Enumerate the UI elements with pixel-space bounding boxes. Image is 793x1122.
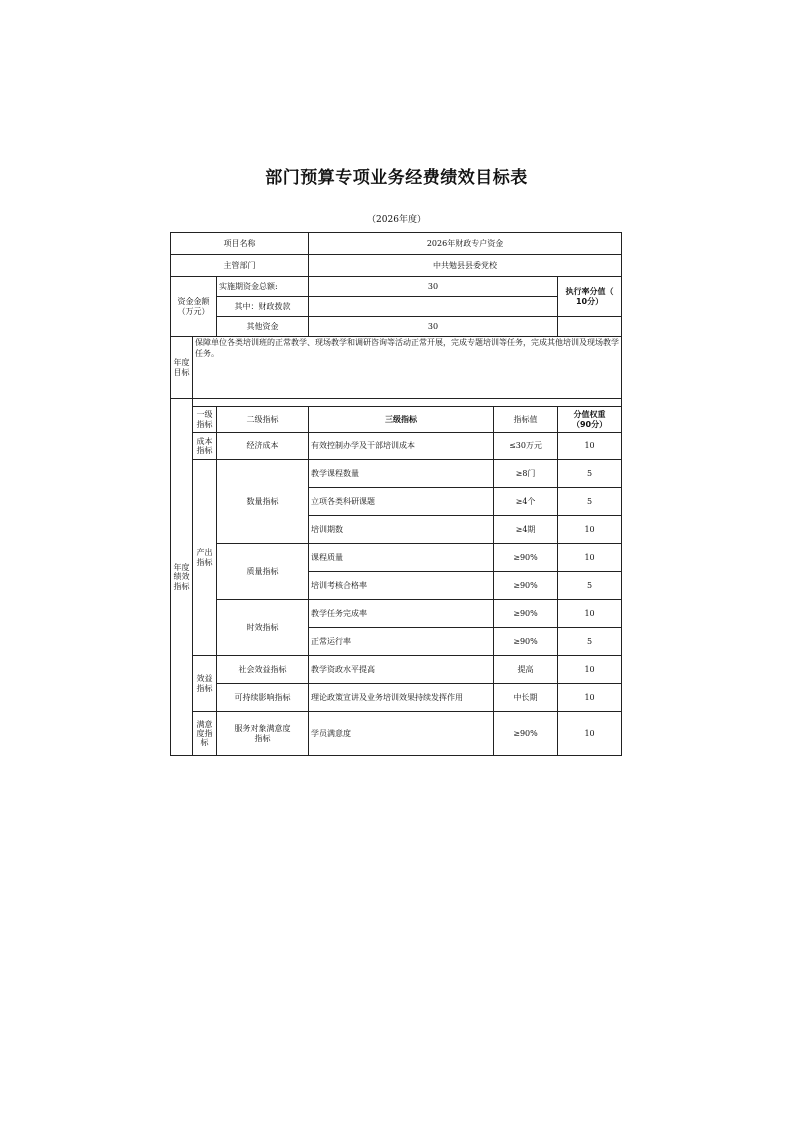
quality-level3-2: 培训考核合格率 xyxy=(309,572,494,600)
satisfaction-level1: 满意 度指 标 xyxy=(193,712,217,756)
header-value: 指标值 xyxy=(494,407,558,433)
quantity-weight-3: 10 xyxy=(558,516,622,544)
funds-fiscal-row xyxy=(171,297,622,317)
cost-level2: 经济成本 xyxy=(217,433,309,460)
quantity-value-2: ≥4个 xyxy=(494,488,558,516)
benefit-value-1: 提高 xyxy=(494,656,558,684)
cost-value: ≤30万元 xyxy=(494,433,558,460)
cost-weight: 10 xyxy=(558,433,622,460)
quantity-level2: 数量指标 xyxy=(217,460,309,544)
quantity-weight-1: 5 xyxy=(558,460,622,488)
header-weight: 分值权重 （90分） xyxy=(558,407,622,433)
quantity-level3-3: 培训期数 xyxy=(309,516,494,544)
benefit-level1: 效益 指标 xyxy=(193,656,217,712)
annual-goal-cell xyxy=(193,337,622,399)
project-name-value: 2026年财政专户资金 xyxy=(309,233,622,255)
satisfaction-value: ≥90% xyxy=(494,712,558,756)
quantity-value-3: ≥4期 xyxy=(494,516,558,544)
quality-value-1: ≥90% xyxy=(494,544,558,572)
cost-level3: 有效控制办学及干部培训成本 xyxy=(309,433,494,460)
header-level1: 一级 指标 xyxy=(193,407,217,433)
annual-goal-label: 年度 目标 xyxy=(171,337,193,399)
project-name-row xyxy=(171,233,622,255)
funds-other-row xyxy=(171,317,622,337)
satisfaction-weight: 10 xyxy=(558,712,622,756)
quality-row-1 xyxy=(171,544,622,572)
funds-total-label: 实施期资金总额: xyxy=(217,277,309,297)
spacer-row xyxy=(171,399,622,407)
quality-weight-1: 10 xyxy=(558,544,622,572)
timeliness-row-1 xyxy=(171,600,622,628)
timeliness-value-2: ≥90% xyxy=(494,628,558,656)
satisfaction-level3: 学员满意度 xyxy=(309,712,494,756)
quantity-level3-2: 立项各类科研课题 xyxy=(309,488,494,516)
output-level1: 产出 指标 xyxy=(193,460,217,656)
cost-row xyxy=(171,433,622,460)
quality-level2: 质量指标 xyxy=(217,544,309,600)
satisfaction-row xyxy=(171,712,622,756)
exec-rate-label: 执行率分值（ 10分） xyxy=(558,277,622,317)
benefit-level3-2: 理论政策宣讲及业务培训效果持续发挥作用 xyxy=(309,684,494,712)
funds-total-value: 30 xyxy=(309,277,558,297)
funds-other-value: 30 xyxy=(309,317,558,337)
benefit-level3-1: 教学资政水平提高 xyxy=(309,656,494,684)
benefit-row-2 xyxy=(171,684,622,712)
benefit-level2-2: 可持续影响指标 xyxy=(217,684,309,712)
department-row xyxy=(171,255,622,277)
benefit-weight-2: 10 xyxy=(558,684,622,712)
funds-total-row xyxy=(171,277,622,297)
quality-value-2: ≥90% xyxy=(494,572,558,600)
quality-level3-1: 课程质量 xyxy=(309,544,494,572)
benefit-value-2: 中长期 xyxy=(494,684,558,712)
timeliness-value-1: ≥90% xyxy=(494,600,558,628)
header-level2: 二级指标 xyxy=(217,407,309,433)
indicators-section-label: 年度 绩效 指标 xyxy=(171,399,193,756)
funds-fiscal-label: 其中：财政拨款 xyxy=(217,297,309,317)
year-label: （2026年度） xyxy=(367,215,426,225)
quality-weight-2: 5 xyxy=(558,572,622,600)
exec-rate-value xyxy=(558,317,622,337)
benefit-row-1 xyxy=(171,656,622,684)
timeliness-level3-2: 正常运行率 xyxy=(309,628,494,656)
annual-goal-row xyxy=(171,337,622,399)
funds-fiscal-value xyxy=(309,297,558,317)
cost-level1: 成本 指标 xyxy=(193,433,217,460)
department-value: 中共勉县县委党校 xyxy=(309,255,622,277)
project-name-label: 项目名称 xyxy=(171,233,309,255)
quantity-value-1: ≥8门 xyxy=(494,460,558,488)
header-level3: 三级指标 xyxy=(309,407,494,433)
page-title: 部门预算专项业务经费绩效目标表 xyxy=(265,168,528,188)
indicator-header-row xyxy=(171,407,622,433)
spacer-cell xyxy=(193,399,622,407)
timeliness-weight-2: 5 xyxy=(558,628,622,656)
quantity-row-1 xyxy=(171,460,622,488)
timeliness-level2: 时效指标 xyxy=(217,600,309,656)
department-label: 主管部门 xyxy=(171,255,309,277)
performance-table xyxy=(170,232,622,756)
timeliness-level3-1: 教学任务完成率 xyxy=(309,600,494,628)
quantity-level3-1: 教学课程数量 xyxy=(309,460,494,488)
satisfaction-level2: 服务对象满意度 指标 xyxy=(217,712,309,756)
annual-goal-text: 保障单位各类培训班的正常教学、现场教学和调研咨询等活动正常开展，完成专题培训等任务，完成其他培训及现场教学任务。 xyxy=(195,338,619,358)
timeliness-weight-1: 10 xyxy=(558,600,622,628)
benefit-weight-1: 10 xyxy=(558,656,622,684)
benefit-level2-1: 社会效益指标 xyxy=(217,656,309,684)
funds-label: 资金金额 （万元） xyxy=(171,277,217,337)
funds-other-label: 其他资金 xyxy=(217,317,309,337)
quantity-weight-2: 5 xyxy=(558,488,622,516)
